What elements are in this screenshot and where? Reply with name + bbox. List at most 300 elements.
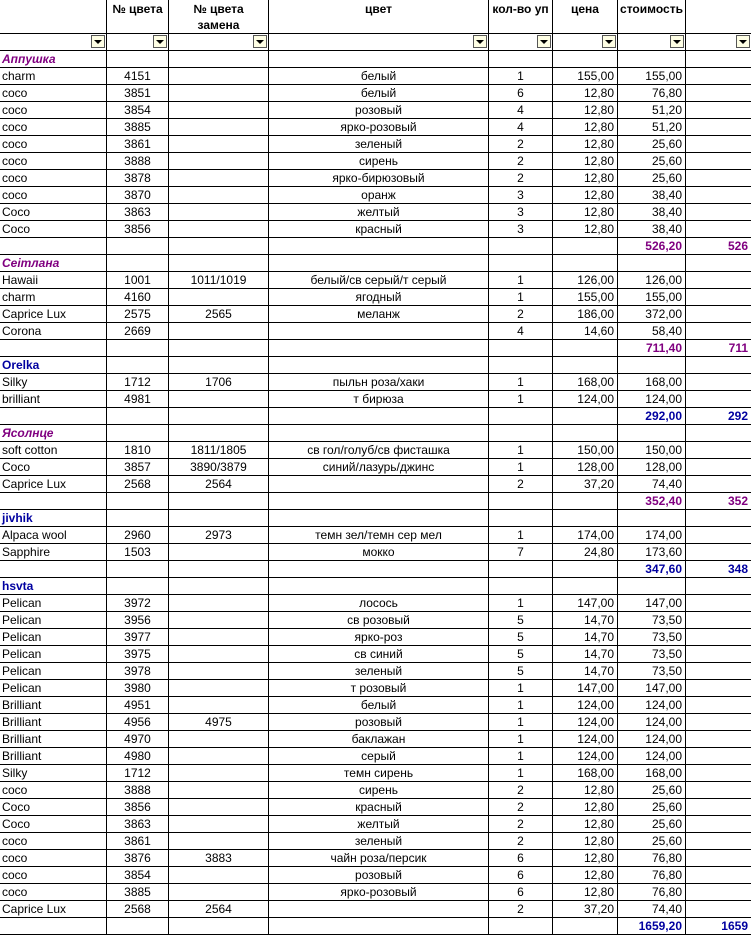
yarn-name[interactable]: coco: [0, 833, 107, 849]
cell[interactable]: [686, 544, 751, 560]
color-number[interactable]: 3851: [107, 85, 169, 101]
replacement-number[interactable]: [169, 867, 269, 883]
cell[interactable]: [686, 102, 751, 118]
cell[interactable]: [686, 731, 751, 747]
cell[interactable]: [686, 153, 751, 169]
filter-dropdown-button[interactable]: [91, 35, 105, 48]
color-name[interactable]: оранж: [269, 187, 489, 203]
cell[interactable]: [107, 425, 169, 441]
color-name[interactable]: красный: [269, 799, 489, 815]
yarn-name[interactable]: Pelican: [0, 595, 107, 611]
cell[interactable]: [686, 578, 751, 594]
color-number[interactable]: 3975: [107, 646, 169, 662]
replacement-number[interactable]: 2564: [169, 901, 269, 917]
price[interactable]: 12,80: [553, 136, 618, 152]
replacement-number[interactable]: 1706: [169, 374, 269, 390]
color-name[interactable]: [269, 476, 489, 492]
cost[interactable]: 58,40: [618, 323, 686, 339]
price[interactable]: 12,80: [553, 782, 618, 798]
cost[interactable]: 73,50: [618, 663, 686, 679]
cell[interactable]: [618, 578, 686, 594]
cell[interactable]: [553, 357, 618, 373]
cost[interactable]: 76,80: [618, 85, 686, 101]
color-number[interactable]: 1712: [107, 374, 169, 390]
cost[interactable]: 25,60: [618, 782, 686, 798]
cost[interactable]: 155,00: [618, 68, 686, 84]
cell[interactable]: [686, 306, 751, 322]
color-number[interactable]: 2575: [107, 306, 169, 322]
quantity[interactable]: 1: [489, 731, 553, 747]
replacement-number[interactable]: [169, 765, 269, 781]
cost[interactable]: 73,50: [618, 629, 686, 645]
quantity[interactable]: 5: [489, 663, 553, 679]
color-name[interactable]: св синий: [269, 646, 489, 662]
cell[interactable]: [107, 340, 169, 356]
color-name[interactable]: белый: [269, 697, 489, 713]
quantity[interactable]: 5: [489, 612, 553, 628]
cell[interactable]: [686, 136, 751, 152]
color-number[interactable]: 3885: [107, 884, 169, 900]
price[interactable]: 37,20: [553, 476, 618, 492]
color-name[interactable]: желтый: [269, 816, 489, 832]
cell[interactable]: [169, 578, 269, 594]
price[interactable]: 12,80: [553, 833, 618, 849]
cell[interactable]: [107, 918, 169, 934]
color-name[interactable]: меланж: [269, 306, 489, 322]
cell[interactable]: [686, 425, 751, 441]
color-name[interactable]: т розовый: [269, 680, 489, 696]
header-cell[interactable]: [686, 0, 751, 33]
replacement-number[interactable]: [169, 85, 269, 101]
yarn-name[interactable]: brilliant: [0, 391, 107, 407]
color-name[interactable]: мокко: [269, 544, 489, 560]
color-name[interactable]: белый/св серый/т серый: [269, 272, 489, 288]
replacement-number[interactable]: [169, 187, 269, 203]
group-name[interactable]: Orelka: [0, 357, 107, 373]
color-number[interactable]: 3956: [107, 612, 169, 628]
cell[interactable]: [169, 510, 269, 526]
cell[interactable]: [169, 357, 269, 373]
color-number[interactable]: 4151: [107, 68, 169, 84]
color-number[interactable]: 3861: [107, 833, 169, 849]
cell[interactable]: [686, 204, 751, 220]
cell[interactable]: [553, 561, 618, 577]
price[interactable]: 14,70: [553, 629, 618, 645]
yarn-name[interactable]: Brilliant: [0, 714, 107, 730]
cell[interactable]: [553, 255, 618, 271]
cell[interactable]: [107, 561, 169, 577]
yarn-name[interactable]: charm: [0, 289, 107, 305]
color-name[interactable]: ярко-розовый: [269, 884, 489, 900]
color-number[interactable]: 3856: [107, 799, 169, 815]
color-number[interactable]: 3854: [107, 102, 169, 118]
cell[interactable]: [269, 918, 489, 934]
cell[interactable]: [686, 289, 751, 305]
cost[interactable]: 124,00: [618, 748, 686, 764]
price[interactable]: 12,80: [553, 816, 618, 832]
yarn-name[interactable]: charm: [0, 68, 107, 84]
yarn-name[interactable]: Brilliant: [0, 731, 107, 747]
price[interactable]: 186,00: [553, 306, 618, 322]
color-name[interactable]: розовый: [269, 714, 489, 730]
color-name[interactable]: желтый: [269, 204, 489, 220]
price[interactable]: 168,00: [553, 374, 618, 390]
quantity[interactable]: 4: [489, 119, 553, 135]
cost[interactable]: 147,00: [618, 595, 686, 611]
price[interactable]: 124,00: [553, 391, 618, 407]
color-number[interactable]: 4970: [107, 731, 169, 747]
group-name[interactable]: Сeiтлана: [0, 255, 107, 271]
color-number[interactable]: 4981: [107, 391, 169, 407]
cost[interactable]: 25,60: [618, 170, 686, 186]
yarn-name[interactable]: Brilliant: [0, 697, 107, 713]
cell[interactable]: [618, 425, 686, 441]
yarn-name[interactable]: coco: [0, 187, 107, 203]
color-name[interactable]: ягодный: [269, 289, 489, 305]
yarn-name[interactable]: Coco: [0, 204, 107, 220]
color-number[interactable]: 1712: [107, 765, 169, 781]
price[interactable]: 14,60: [553, 323, 618, 339]
cell[interactable]: [686, 221, 751, 237]
cell[interactable]: [686, 85, 751, 101]
cost[interactable]: 124,00: [618, 697, 686, 713]
yarn-name[interactable]: coco: [0, 119, 107, 135]
cell[interactable]: [618, 51, 686, 67]
price[interactable]: 12,80: [553, 102, 618, 118]
replacement-number[interactable]: [169, 663, 269, 679]
filter-dropdown-button[interactable]: [537, 35, 551, 48]
color-number[interactable]: 2669: [107, 323, 169, 339]
yarn-name[interactable]: Caprice Lux: [0, 476, 107, 492]
color-name[interactable]: розовый: [269, 867, 489, 883]
cell[interactable]: [169, 918, 269, 934]
quantity[interactable]: 3: [489, 187, 553, 203]
cell[interactable]: [107, 357, 169, 373]
cost[interactable]: 168,00: [618, 374, 686, 390]
color-number[interactable]: 4980: [107, 748, 169, 764]
group-name[interactable]: jivhik: [0, 510, 107, 526]
cell[interactable]: [686, 663, 751, 679]
header-cell[interactable]: кол-во уп: [489, 0, 553, 33]
cost[interactable]: 372,00: [618, 306, 686, 322]
header-cell[interactable]: [0, 0, 107, 33]
cell[interactable]: [489, 918, 553, 934]
replacement-number[interactable]: [169, 612, 269, 628]
color-number[interactable]: 3888: [107, 153, 169, 169]
cell[interactable]: [269, 357, 489, 373]
group-total[interactable]: 711,40: [618, 340, 686, 356]
price[interactable]: 12,80: [553, 204, 618, 220]
replacement-number[interactable]: [169, 136, 269, 152]
cell[interactable]: [553, 51, 618, 67]
cost[interactable]: 76,80: [618, 884, 686, 900]
replacement-number[interactable]: [169, 697, 269, 713]
color-number[interactable]: 3878: [107, 170, 169, 186]
price[interactable]: 12,80: [553, 187, 618, 203]
yarn-name[interactable]: Hawaii: [0, 272, 107, 288]
yarn-name[interactable]: coco: [0, 884, 107, 900]
replacement-number[interactable]: 2564: [169, 476, 269, 492]
quantity[interactable]: 6: [489, 867, 553, 883]
quantity[interactable]: 4: [489, 102, 553, 118]
cell[interactable]: [489, 425, 553, 441]
cell[interactable]: [107, 408, 169, 424]
quantity[interactable]: 1: [489, 714, 553, 730]
price[interactable]: 155,00: [553, 68, 618, 84]
cell[interactable]: [686, 442, 751, 458]
quantity[interactable]: 1: [489, 391, 553, 407]
cell[interactable]: [269, 578, 489, 594]
cell[interactable]: [489, 357, 553, 373]
price[interactable]: 12,80: [553, 850, 618, 866]
cost[interactable]: 150,00: [618, 442, 686, 458]
group-name[interactable]: Аппушка: [0, 51, 107, 67]
cell[interactable]: [169, 238, 269, 254]
cell[interactable]: [686, 68, 751, 84]
cost[interactable]: 38,40: [618, 187, 686, 203]
color-number[interactable]: 4160: [107, 289, 169, 305]
group-name[interactable]: hsvta: [0, 578, 107, 594]
price[interactable]: 12,80: [553, 170, 618, 186]
cell[interactable]: [686, 884, 751, 900]
color-number[interactable]: 2568: [107, 901, 169, 917]
yarn-name[interactable]: Brilliant: [0, 748, 107, 764]
cell[interactable]: [269, 493, 489, 509]
cell[interactable]: [169, 408, 269, 424]
cell[interactable]: [686, 119, 751, 135]
color-number[interactable]: 3854: [107, 867, 169, 883]
color-name[interactable]: баклажан: [269, 731, 489, 747]
replacement-number[interactable]: 2973: [169, 527, 269, 543]
cost[interactable]: 38,40: [618, 221, 686, 237]
replacement-number[interactable]: 4975: [169, 714, 269, 730]
price[interactable]: 124,00: [553, 748, 618, 764]
replacement-number[interactable]: [169, 646, 269, 662]
cell[interactable]: [686, 391, 751, 407]
color-number[interactable]: 3972: [107, 595, 169, 611]
cost[interactable]: 147,00: [618, 680, 686, 696]
cell[interactable]: [686, 51, 751, 67]
replacement-number[interactable]: [169, 884, 269, 900]
cell[interactable]: [686, 510, 751, 526]
quantity[interactable]: 5: [489, 646, 553, 662]
quantity[interactable]: 6: [489, 85, 553, 101]
cell[interactable]: [0, 561, 107, 577]
cost[interactable]: 155,00: [618, 289, 686, 305]
cell[interactable]: [0, 408, 107, 424]
cost[interactable]: 51,20: [618, 119, 686, 135]
cost[interactable]: 173,60: [618, 544, 686, 560]
cost[interactable]: 25,60: [618, 136, 686, 152]
cell[interactable]: [686, 867, 751, 883]
color-number[interactable]: 1810: [107, 442, 169, 458]
header-cell[interactable]: цена: [553, 0, 618, 33]
cell[interactable]: [489, 51, 553, 67]
yarn-name[interactable]: coco: [0, 850, 107, 866]
cost[interactable]: 25,60: [618, 799, 686, 815]
cost[interactable]: 25,60: [618, 816, 686, 832]
color-number[interactable]: 3863: [107, 816, 169, 832]
color-name[interactable]: св розовый: [269, 612, 489, 628]
price[interactable]: 37,20: [553, 901, 618, 917]
yarn-name[interactable]: Caprice Lux: [0, 901, 107, 917]
cell[interactable]: [169, 255, 269, 271]
cell[interactable]: [553, 918, 618, 934]
cell[interactable]: [489, 561, 553, 577]
cell[interactable]: [107, 510, 169, 526]
cell[interactable]: [269, 51, 489, 67]
quantity[interactable]: 1: [489, 748, 553, 764]
quantity[interactable]: 4: [489, 323, 553, 339]
replacement-number[interactable]: [169, 731, 269, 747]
quantity[interactable]: 2: [489, 476, 553, 492]
quantity[interactable]: 1: [489, 765, 553, 781]
quantity[interactable]: 6: [489, 850, 553, 866]
cost[interactable]: 25,60: [618, 833, 686, 849]
color-number[interactable]: 3885: [107, 119, 169, 135]
cell[interactable]: [686, 850, 751, 866]
cost[interactable]: 174,00: [618, 527, 686, 543]
replacement-number[interactable]: [169, 221, 269, 237]
cost[interactable]: 124,00: [618, 731, 686, 747]
cell[interactable]: [269, 561, 489, 577]
color-number[interactable]: 3856: [107, 221, 169, 237]
replacement-number[interactable]: [169, 289, 269, 305]
yarn-name[interactable]: Pelican: [0, 629, 107, 645]
replacement-number[interactable]: [169, 544, 269, 560]
group-total[interactable]: 526,20: [618, 238, 686, 254]
quantity[interactable]: 1: [489, 680, 553, 696]
color-number[interactable]: 2568: [107, 476, 169, 492]
group-total[interactable]: 1659,20: [618, 918, 686, 934]
price[interactable]: 155,00: [553, 289, 618, 305]
cell[interactable]: [686, 680, 751, 696]
replacement-number[interactable]: [169, 170, 269, 186]
color-name[interactable]: ярко-роз: [269, 629, 489, 645]
color-number[interactable]: 2960: [107, 527, 169, 543]
quantity[interactable]: 5: [489, 629, 553, 645]
yarn-name[interactable]: coco: [0, 102, 107, 118]
quantity[interactable]: 2: [489, 170, 553, 186]
color-number[interactable]: 3876: [107, 850, 169, 866]
cell[interactable]: [0, 918, 107, 934]
yarn-name[interactable]: Sapphire: [0, 544, 107, 560]
cell[interactable]: [553, 238, 618, 254]
yarn-name[interactable]: soft cotton: [0, 442, 107, 458]
cell[interactable]: [0, 493, 107, 509]
quantity[interactable]: 1: [489, 595, 553, 611]
filter-dropdown-button[interactable]: [670, 35, 684, 48]
quantity[interactable]: 1: [489, 442, 553, 458]
color-number[interactable]: 3870: [107, 187, 169, 203]
color-name[interactable]: зеленый: [269, 663, 489, 679]
cell[interactable]: [618, 510, 686, 526]
price[interactable]: 14,70: [553, 646, 618, 662]
quantity[interactable]: 2: [489, 306, 553, 322]
cost[interactable]: 73,50: [618, 646, 686, 662]
quantity[interactable]: 1: [489, 459, 553, 475]
yarn-name[interactable]: coco: [0, 136, 107, 152]
price[interactable]: 24,80: [553, 544, 618, 560]
price[interactable]: 12,80: [553, 153, 618, 169]
color-name[interactable]: св гол/голуб/св фисташка: [269, 442, 489, 458]
color-name[interactable]: [269, 901, 489, 917]
cell[interactable]: [686, 833, 751, 849]
quantity[interactable]: 2: [489, 816, 553, 832]
yarn-name[interactable]: coco: [0, 170, 107, 186]
replacement-number[interactable]: [169, 629, 269, 645]
price[interactable]: 12,80: [553, 867, 618, 883]
yarn-name[interactable]: Alpaca wool: [0, 527, 107, 543]
cell[interactable]: [686, 697, 751, 713]
replacement-number[interactable]: 1811/1805: [169, 442, 269, 458]
color-number[interactable]: 3888: [107, 782, 169, 798]
cell[interactable]: [686, 612, 751, 628]
cost[interactable]: 128,00: [618, 459, 686, 475]
cell[interactable]: [169, 425, 269, 441]
cell[interactable]: [269, 238, 489, 254]
replacement-number[interactable]: [169, 833, 269, 849]
replacement-number[interactable]: [169, 391, 269, 407]
price[interactable]: 124,00: [553, 697, 618, 713]
color-name[interactable]: серый: [269, 748, 489, 764]
cell[interactable]: [107, 493, 169, 509]
quantity[interactable]: 2: [489, 136, 553, 152]
cost[interactable]: 38,40: [618, 204, 686, 220]
group-total[interactable]: 352,40: [618, 493, 686, 509]
cell[interactable]: [489, 408, 553, 424]
price[interactable]: 12,80: [553, 884, 618, 900]
color-name[interactable]: т бирюза: [269, 391, 489, 407]
color-number[interactable]: 1001: [107, 272, 169, 288]
color-name[interactable]: ярко-бирюзовый: [269, 170, 489, 186]
yarn-name[interactable]: Coco: [0, 459, 107, 475]
header-cell[interactable]: № цвета: [107, 0, 169, 33]
color-name[interactable]: лосось: [269, 595, 489, 611]
replacement-number[interactable]: [169, 102, 269, 118]
yarn-name[interactable]: coco: [0, 153, 107, 169]
quantity[interactable]: 3: [489, 221, 553, 237]
cell[interactable]: [686, 629, 751, 645]
group-name[interactable]: Ясолнце: [0, 425, 107, 441]
cost[interactable]: 124,00: [618, 391, 686, 407]
header-cell[interactable]: цвет: [269, 0, 489, 33]
quantity[interactable]: 1: [489, 374, 553, 390]
color-number[interactable]: 3857: [107, 459, 169, 475]
price[interactable]: 12,80: [553, 221, 618, 237]
price[interactable]: 174,00: [553, 527, 618, 543]
yarn-name[interactable]: coco: [0, 782, 107, 798]
cost[interactable]: 126,00: [618, 272, 686, 288]
cell[interactable]: [489, 578, 553, 594]
cell[interactable]: [686, 901, 751, 917]
cell[interactable]: [269, 340, 489, 356]
color-name[interactable]: зеленый: [269, 833, 489, 849]
price[interactable]: 126,00: [553, 272, 618, 288]
color-name[interactable]: красный: [269, 221, 489, 237]
yarn-name[interactable]: Pelican: [0, 663, 107, 679]
quantity[interactable]: 6: [489, 884, 553, 900]
filter-dropdown-button[interactable]: [602, 35, 616, 48]
filter-dropdown-button[interactable]: [153, 35, 167, 48]
replacement-number[interactable]: 3890/3879: [169, 459, 269, 475]
cost[interactable]: 124,00: [618, 714, 686, 730]
cost[interactable]: 74,40: [618, 901, 686, 917]
color-name[interactable]: ярко-розовый: [269, 119, 489, 135]
replacement-number[interactable]: [169, 748, 269, 764]
yarn-name[interactable]: coco: [0, 867, 107, 883]
quantity[interactable]: 3: [489, 204, 553, 220]
